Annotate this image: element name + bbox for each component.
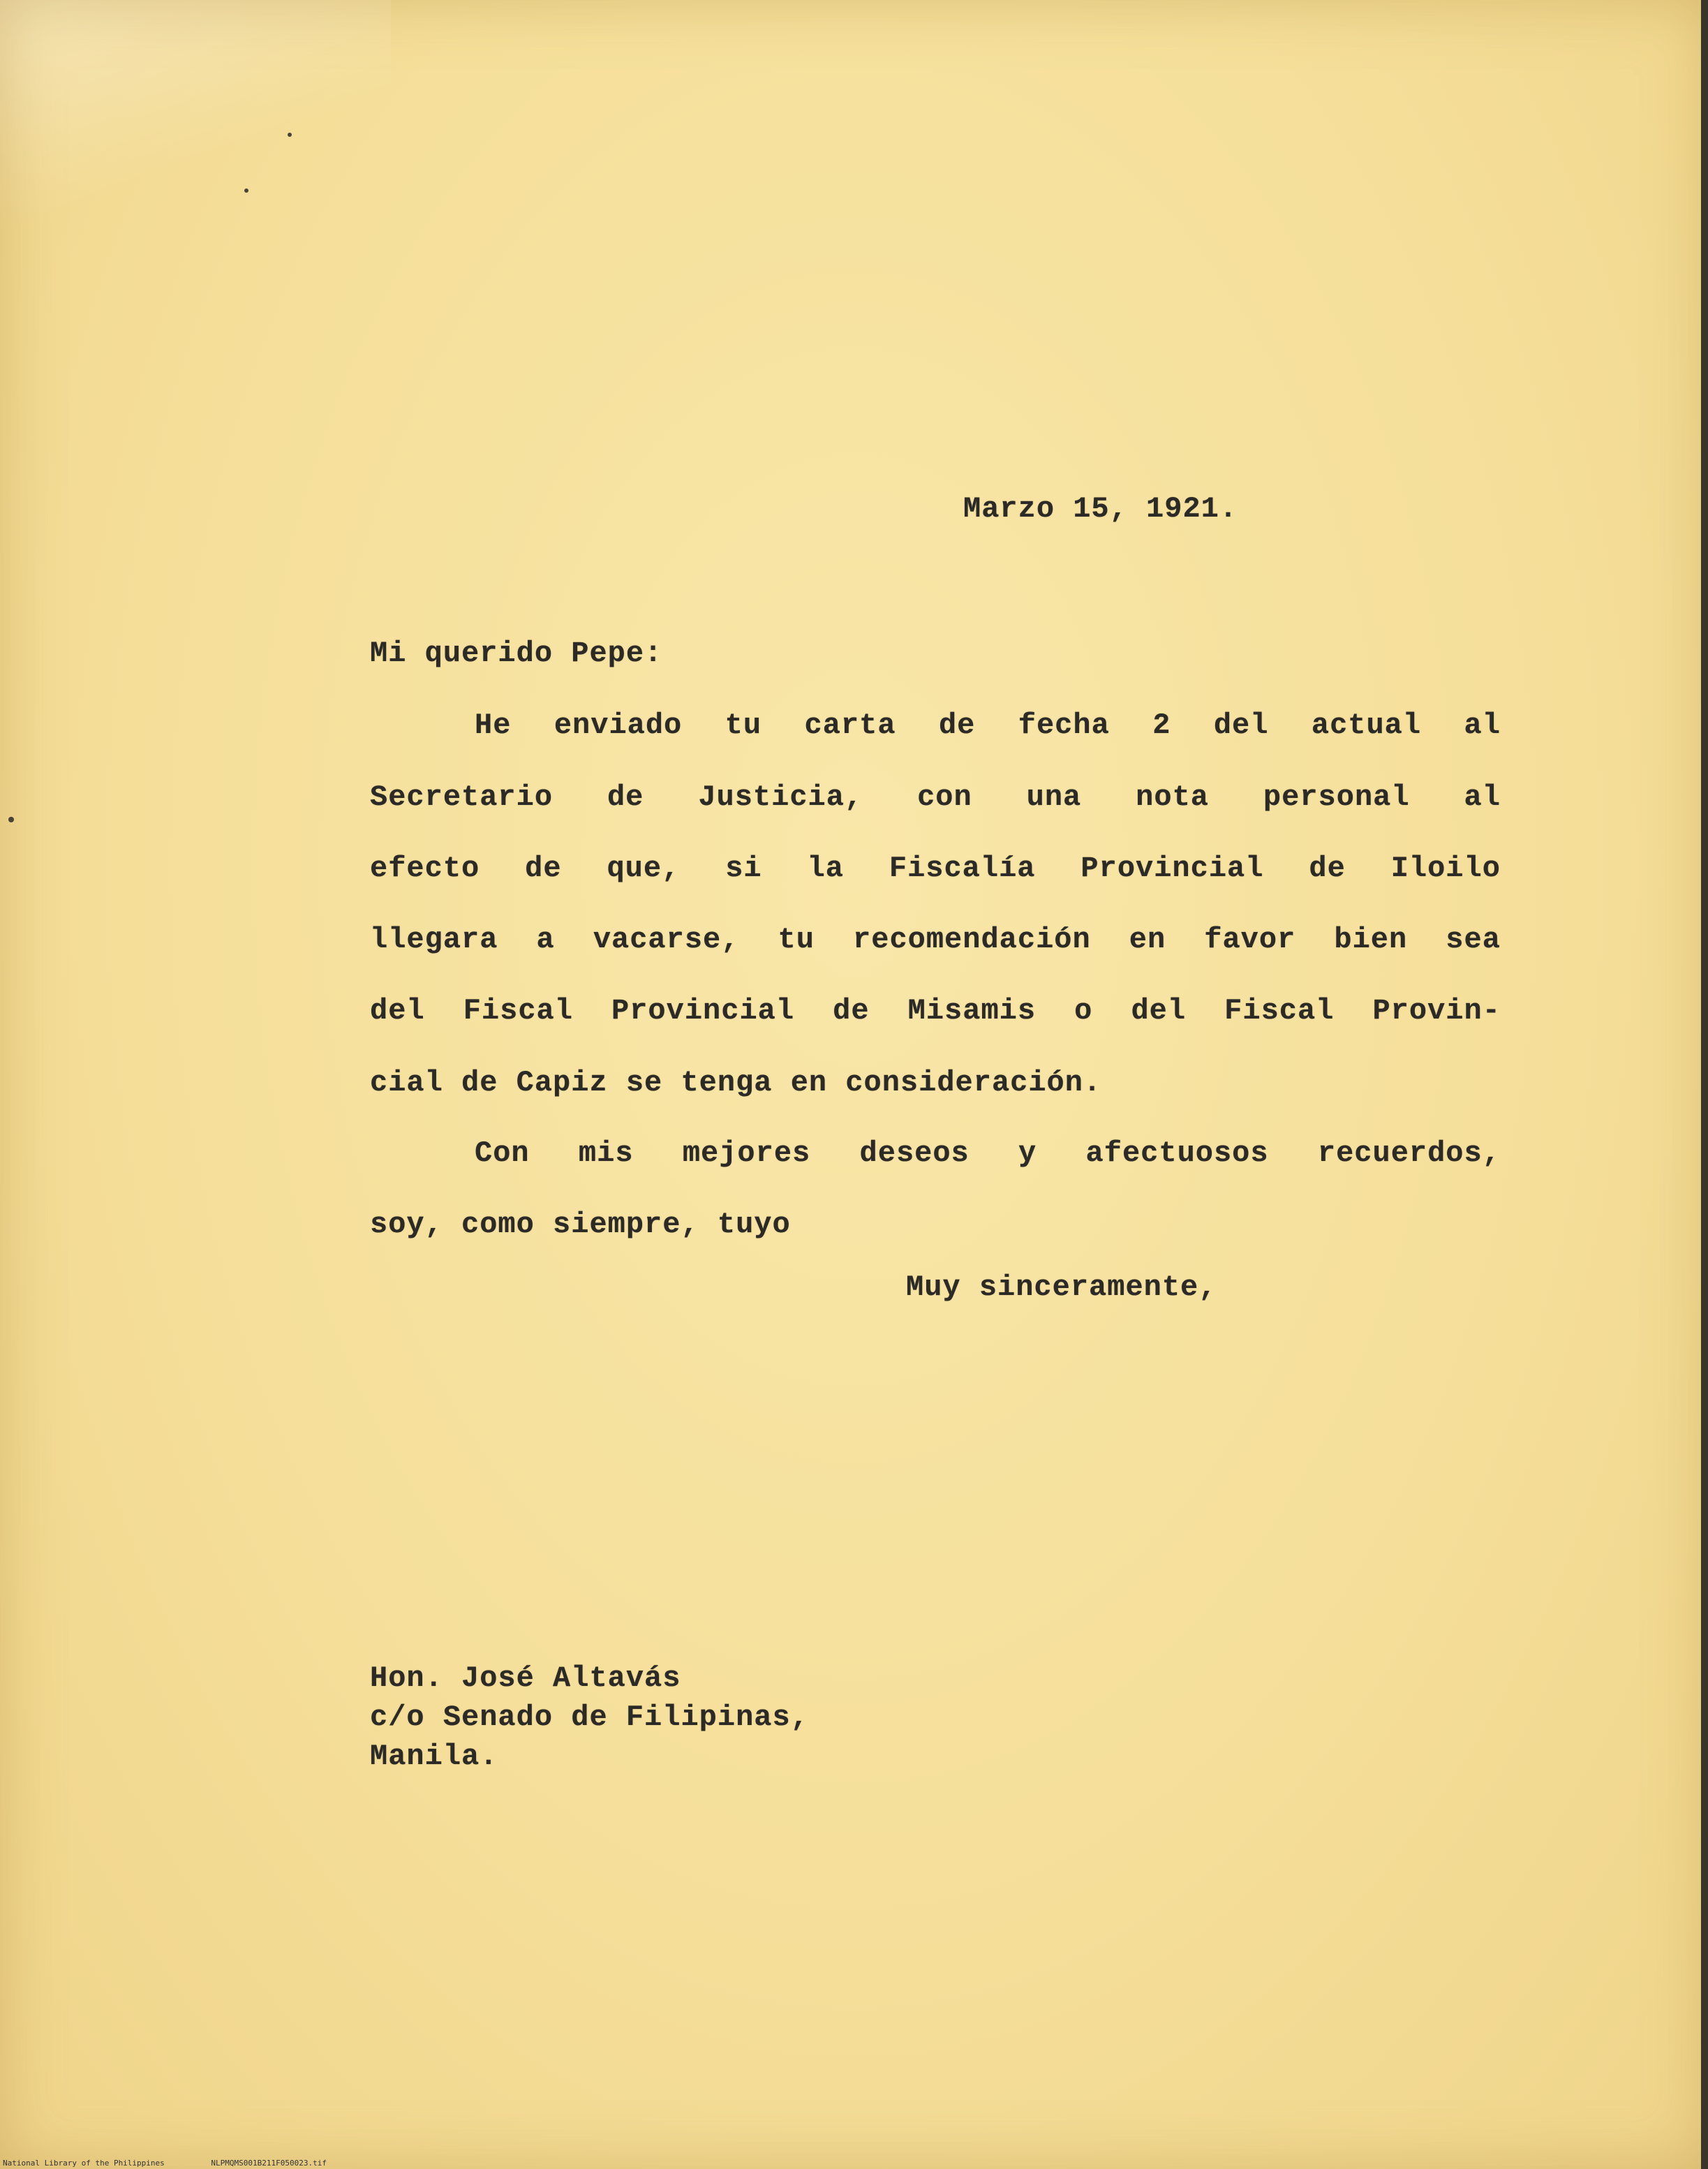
body-line-7 — [475, 1137, 1501, 1170]
body-word: de — [525, 852, 562, 885]
body-line-6: cial de Capiz se tenga en consideración. — [370, 1066, 1102, 1100]
body-word: mejores — [682, 1137, 811, 1170]
body-word: a — [536, 923, 555, 956]
body-word: actual — [1311, 709, 1422, 742]
body-word: Fiscal — [1224, 994, 1335, 1028]
body-word: con — [917, 780, 972, 814]
body-word: y — [1018, 1137, 1037, 1170]
body-word: de — [607, 780, 644, 814]
body-word: enviado — [554, 709, 683, 742]
body-word: carta — [804, 709, 896, 742]
body-word: nota — [1136, 780, 1209, 814]
body-word: de — [938, 709, 976, 742]
body-word: una — [1026, 780, 1082, 814]
body-line-5 — [370, 994, 1501, 1028]
body-word: de — [833, 994, 870, 1028]
body-word: sea — [1446, 923, 1501, 956]
letter-date: Marzo 15, 1921. — [963, 492, 1238, 526]
body-line-4 — [370, 923, 1501, 956]
body-word: Misamis — [907, 994, 1037, 1028]
scan-footer — [3, 2159, 369, 2168]
address-line-1: Hon. José Altavás — [370, 1661, 681, 1695]
body-word: Con — [475, 1137, 530, 1170]
letter-salutation: Mi querido Pepe: — [370, 637, 663, 670]
body-word: tu — [778, 923, 815, 956]
body-word: o — [1074, 994, 1093, 1028]
body-word: 2 — [1152, 709, 1171, 742]
paper-speck — [288, 133, 292, 137]
body-word: al — [1464, 780, 1501, 814]
body-word: efecto — [370, 852, 480, 885]
body-line-1 — [475, 709, 1501, 742]
body-word: del — [1213, 709, 1269, 742]
body-word: deseos — [859, 1137, 970, 1170]
body-word: Secretario — [370, 780, 554, 814]
body-word: personal — [1263, 780, 1410, 814]
scan-edge-strip — [1701, 0, 1708, 2169]
paper-speck — [8, 817, 14, 822]
paper-speck — [244, 188, 248, 193]
body-word: que, — [607, 852, 681, 885]
body-word: de — [1309, 852, 1346, 885]
body-word: recomendación — [853, 923, 1091, 956]
body-line-2 — [370, 780, 1501, 814]
body-word: favor — [1204, 923, 1296, 956]
body-word: tu — [725, 709, 762, 742]
body-word: vacarse, — [593, 923, 740, 956]
address-line-2: c/o Senado de Filipinas, — [370, 1701, 809, 1734]
body-word: Justicia, — [698, 780, 863, 814]
letter-closing: Muy sinceramente, — [906, 1271, 1217, 1304]
body-word: Fiscalía — [889, 852, 1036, 885]
body-word: al — [1464, 709, 1501, 742]
body-line-3 — [370, 852, 1501, 885]
body-word: afectuosos — [1085, 1137, 1269, 1170]
body-word: Provincial — [611, 994, 795, 1028]
footer-institution: National Library of the Philippines — [3, 2159, 165, 2168]
footer-file-name: NLPMQMS001B211F050023.tif — [211, 2159, 327, 2168]
body-word: fecha — [1018, 709, 1110, 742]
address-line-3: Manila. — [370, 1740, 498, 1773]
body-word: He — [475, 709, 512, 742]
body-word: Fiscal — [463, 994, 573, 1028]
body-word: Iloilo — [1390, 852, 1501, 885]
body-word: mis — [578, 1137, 634, 1170]
body-word: Provin- — [1372, 994, 1501, 1028]
body-word: en — [1129, 923, 1166, 956]
body-word: llegara — [370, 923, 498, 956]
paper-fold-highlight — [0, 0, 391, 251]
body-word: si — [725, 852, 762, 885]
body-word: del — [370, 994, 425, 1028]
body-line-8: soy, como siempre, tuyo — [370, 1208, 791, 1241]
body-word: bien — [1334, 923, 1408, 956]
body-word: recuerdos, — [1317, 1137, 1501, 1170]
body-word: la — [807, 852, 844, 885]
body-word: del — [1131, 994, 1187, 1028]
body-word: Provincial — [1081, 852, 1264, 885]
